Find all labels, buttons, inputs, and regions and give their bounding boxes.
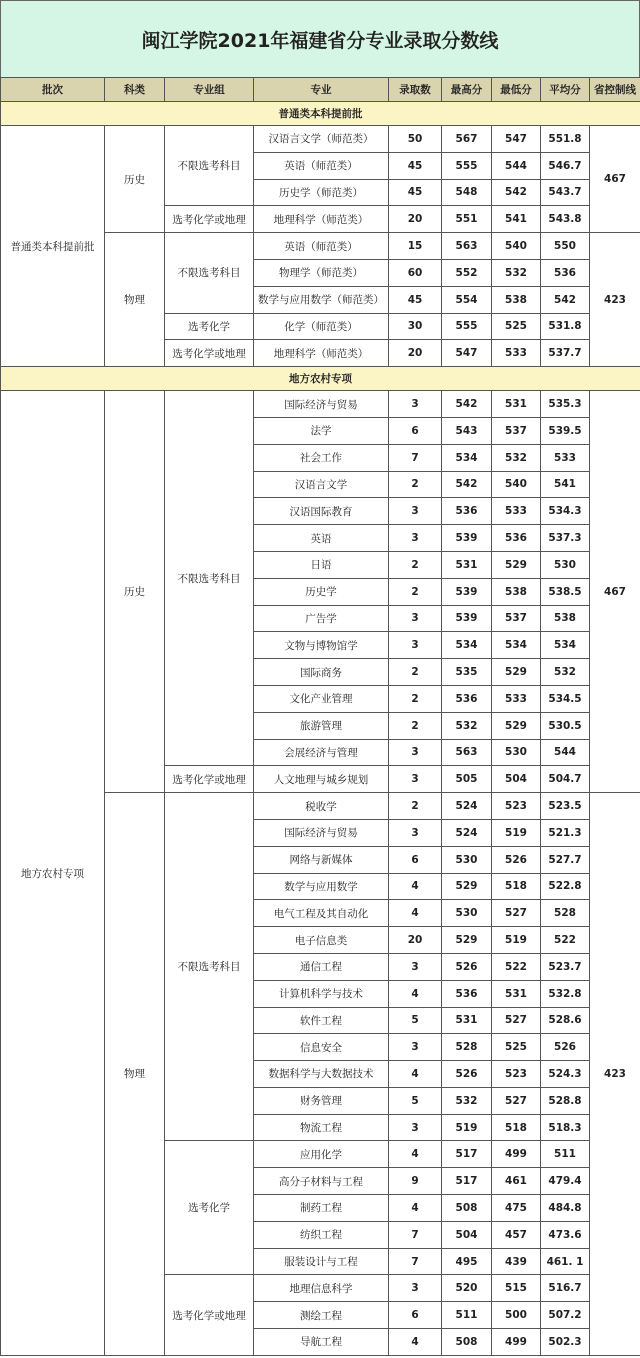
min-score: 538	[492, 578, 541, 605]
major-name: 电子信息类	[254, 927, 389, 954]
admitted-count: 45	[389, 179, 442, 206]
admitted-count: 50	[389, 126, 442, 153]
min-score: 541	[492, 206, 541, 233]
avg-score: 523.5	[541, 793, 590, 820]
admitted-count: 6	[389, 846, 442, 873]
major-name: 汉语言文学（师范类）	[254, 126, 389, 153]
major-name: 电气工程及其自动化	[254, 900, 389, 927]
max-score: 495	[442, 1248, 492, 1275]
max-score: 536	[442, 980, 492, 1007]
major-name: 物理学（师范类）	[254, 259, 389, 286]
admitted-count: 3	[389, 1034, 442, 1061]
avg-score: 538	[541, 605, 590, 632]
min-score: 525	[492, 313, 541, 340]
min-score: 523	[492, 1061, 541, 1088]
admitted-count: 3	[389, 1275, 442, 1302]
min-score: 519	[492, 819, 541, 846]
admitted-count: 4	[389, 900, 442, 927]
major-name: 历史学（师范类）	[254, 179, 389, 206]
major-name: 英语（师范类）	[254, 152, 389, 179]
page-title: 闽江学院2021年福建省分专业录取分数线	[0, 0, 640, 77]
group-cell: 选考化学	[165, 313, 254, 340]
section-title: 地方农村专项	[1, 367, 640, 391]
major-name: 人文地理与城乡规划	[254, 766, 389, 793]
max-score: 528	[442, 1034, 492, 1061]
min-score: 529	[492, 659, 541, 686]
max-score: 532	[442, 712, 492, 739]
max-score: 504	[442, 1221, 492, 1248]
min-score: 536	[492, 525, 541, 552]
avg-score: 511	[541, 1141, 590, 1168]
control-line-cell: 423	[590, 233, 640, 367]
major-name: 高分子材料与工程	[254, 1168, 389, 1195]
min-score: 439	[492, 1248, 541, 1275]
major-name: 汉语言文学	[254, 471, 389, 498]
min-score: 531	[492, 980, 541, 1007]
avg-score: 541	[541, 471, 590, 498]
major-name: 国际商务	[254, 659, 389, 686]
major-name: 数学与应用数学（师范类）	[254, 286, 389, 313]
major-name: 通信工程	[254, 953, 389, 980]
avg-score: 530.5	[541, 712, 590, 739]
table-row	[1, 391, 640, 418]
major-name: 文化产业管理	[254, 685, 389, 712]
max-score: 536	[442, 685, 492, 712]
max-score: 539	[442, 578, 492, 605]
avg-score: 484.8	[541, 1195, 590, 1222]
group-cell: 选考化学或地理	[165, 340, 254, 367]
admitted-count: 20	[389, 340, 442, 367]
avg-score: 518.3	[541, 1114, 590, 1141]
avg-score: 473.6	[541, 1221, 590, 1248]
admitted-count: 45	[389, 286, 442, 313]
min-score: 530	[492, 739, 541, 766]
max-score: 530	[442, 900, 492, 927]
header-min-score: 最低分	[492, 78, 541, 102]
group-cell: 选考化学或地理	[165, 206, 254, 233]
avg-score: 521.3	[541, 819, 590, 846]
major-name: 数据科学与大数据技术	[254, 1061, 389, 1088]
avg-score: 528.8	[541, 1087, 590, 1114]
group-cell: 不限选考科目	[165, 793, 254, 1141]
max-score: 531	[442, 551, 492, 578]
min-score: 527	[492, 900, 541, 927]
major-name: 服装设计与工程	[254, 1248, 389, 1275]
min-score: 475	[492, 1195, 541, 1222]
min-score: 533	[492, 340, 541, 367]
admitted-count: 3	[389, 953, 442, 980]
max-score: 554	[442, 286, 492, 313]
min-score: 461	[492, 1168, 541, 1195]
avg-score: 542	[541, 286, 590, 313]
max-score: 563	[442, 739, 492, 766]
max-score: 551	[442, 206, 492, 233]
avg-score: 523.7	[541, 953, 590, 980]
header-admitted: 录取数	[389, 78, 442, 102]
admitted-count: 2	[389, 793, 442, 820]
avg-score: 528.6	[541, 1007, 590, 1034]
avg-score: 502.3	[541, 1329, 590, 1356]
admitted-count: 2	[389, 712, 442, 739]
control-line-cell: 467	[590, 391, 640, 793]
admitted-count: 20	[389, 206, 442, 233]
avg-score: 461. 1	[541, 1248, 590, 1275]
min-score: 540	[492, 471, 541, 498]
max-score: 534	[442, 632, 492, 659]
admitted-count: 2	[389, 659, 442, 686]
avg-score: 538.5	[541, 578, 590, 605]
avg-score: 527.7	[541, 846, 590, 873]
major-name: 旅游管理	[254, 712, 389, 739]
min-score: 534	[492, 632, 541, 659]
admitted-count: 3	[389, 739, 442, 766]
section-row	[1, 102, 640, 126]
admitted-count: 4	[389, 873, 442, 900]
max-score: 548	[442, 179, 492, 206]
admitted-count: 15	[389, 233, 442, 260]
max-score: 539	[442, 525, 492, 552]
major-name: 历史学	[254, 578, 389, 605]
max-score: 524	[442, 793, 492, 820]
major-name: 信息安全	[254, 1034, 389, 1061]
max-score: 511	[442, 1302, 492, 1329]
max-score: 542	[442, 471, 492, 498]
admitted-count: 4	[389, 1061, 442, 1088]
admitted-count: 3	[389, 632, 442, 659]
avg-score: 543.8	[541, 206, 590, 233]
min-score: 515	[492, 1275, 541, 1302]
major-name: 汉语国际教育	[254, 498, 389, 525]
avg-score: 544	[541, 739, 590, 766]
min-score: 527	[492, 1007, 541, 1034]
admitted-count: 5	[389, 1087, 442, 1114]
avg-score: 537.3	[541, 525, 590, 552]
min-score: 537	[492, 417, 541, 444]
avg-score: 507.2	[541, 1302, 590, 1329]
major-name: 日语	[254, 551, 389, 578]
max-score: 539	[442, 605, 492, 632]
major-name: 测绘工程	[254, 1302, 389, 1329]
min-score: 499	[492, 1329, 541, 1356]
admitted-count: 4	[389, 980, 442, 1007]
avg-score: 532.8	[541, 980, 590, 1007]
section-title: 普通类本科提前批	[1, 102, 640, 126]
section-row	[1, 367, 640, 391]
min-score: 529	[492, 712, 541, 739]
avg-score: 536	[541, 259, 590, 286]
max-score: 543	[442, 417, 492, 444]
avg-score: 546.7	[541, 152, 590, 179]
min-score: 499	[492, 1141, 541, 1168]
group-cell: 不限选考科目	[165, 391, 254, 766]
max-score: 517	[442, 1168, 492, 1195]
max-score: 529	[442, 927, 492, 954]
major-name: 地理信息科学	[254, 1275, 389, 1302]
min-score: 518	[492, 1114, 541, 1141]
admitted-count: 20	[389, 927, 442, 954]
major-name: 物流工程	[254, 1114, 389, 1141]
subject-cell: 历史	[105, 391, 165, 793]
header-group: 专业组	[165, 78, 254, 102]
major-name: 社会工作	[254, 444, 389, 471]
header-control-line: 省控制线	[590, 78, 640, 102]
min-score: 457	[492, 1221, 541, 1248]
min-score: 527	[492, 1087, 541, 1114]
control-line-cell: 423	[590, 793, 640, 1356]
max-score: 520	[442, 1275, 492, 1302]
min-score: 531	[492, 391, 541, 418]
avg-score: 534	[541, 632, 590, 659]
avg-score: 535.3	[541, 391, 590, 418]
max-score: 526	[442, 953, 492, 980]
min-score: 542	[492, 179, 541, 206]
min-score: 526	[492, 846, 541, 873]
admitted-count: 7	[389, 1248, 442, 1275]
max-score: 555	[442, 152, 492, 179]
major-name: 软件工程	[254, 1007, 389, 1034]
admission-score-table	[0, 77, 640, 1356]
admitted-count: 60	[389, 259, 442, 286]
major-name: 国际经济与贸易	[254, 819, 389, 846]
avg-score: 534.5	[541, 685, 590, 712]
table-row	[1, 126, 640, 153]
min-score: 529	[492, 551, 541, 578]
admitted-count: 4	[389, 1195, 442, 1222]
header-avg-score: 平均分	[541, 78, 590, 102]
major-name: 税收学	[254, 793, 389, 820]
min-score: 544	[492, 152, 541, 179]
admitted-count: 4	[389, 1329, 442, 1356]
major-name: 化学（师范类）	[254, 313, 389, 340]
avg-score: 524.3	[541, 1061, 590, 1088]
major-name: 计算机科学与技术	[254, 980, 389, 1007]
min-score: 537	[492, 605, 541, 632]
header-major: 专业	[254, 78, 389, 102]
group-cell: 选考化学或地理	[165, 766, 254, 793]
group-cell: 选考化学或地理	[165, 1275, 254, 1355]
admitted-count: 4	[389, 1141, 442, 1168]
max-score: 508	[442, 1329, 492, 1356]
max-score: 531	[442, 1007, 492, 1034]
header-subject: 科类	[105, 78, 165, 102]
avg-score: 537.7	[541, 340, 590, 367]
admitted-count: 3	[389, 766, 442, 793]
header-max-score: 最高分	[442, 78, 492, 102]
admitted-count: 3	[389, 391, 442, 418]
max-score: 517	[442, 1141, 492, 1168]
admitted-count: 3	[389, 819, 442, 846]
avg-score: 530	[541, 551, 590, 578]
admitted-count: 3	[389, 498, 442, 525]
max-score: 535	[442, 659, 492, 686]
max-score: 555	[442, 313, 492, 340]
admitted-count: 2	[389, 551, 442, 578]
admitted-count: 2	[389, 685, 442, 712]
min-score: 532	[492, 259, 541, 286]
min-score: 523	[492, 793, 541, 820]
max-score: 567	[442, 126, 492, 153]
avg-score: 522.8	[541, 873, 590, 900]
avg-score: 550	[541, 233, 590, 260]
max-score: 552	[442, 259, 492, 286]
major-name: 数学与应用数学	[254, 873, 389, 900]
batch-cell: 普通类本科提前批	[1, 126, 105, 367]
admitted-count: 2	[389, 471, 442, 498]
control-line-cell: 467	[590, 126, 640, 233]
min-score: 547	[492, 126, 541, 153]
max-score: 536	[442, 498, 492, 525]
max-score: 524	[442, 819, 492, 846]
admitted-count: 45	[389, 152, 442, 179]
min-score: 504	[492, 766, 541, 793]
major-name: 地理科学（师范类）	[254, 206, 389, 233]
max-score: 526	[442, 1061, 492, 1088]
admitted-count: 2	[389, 578, 442, 605]
subject-cell: 物理	[105, 793, 165, 1356]
avg-score: 526	[541, 1034, 590, 1061]
major-name: 地理科学（师范类）	[254, 340, 389, 367]
max-score: 508	[442, 1195, 492, 1222]
min-score: 519	[492, 927, 541, 954]
max-score: 547	[442, 340, 492, 367]
max-score: 519	[442, 1114, 492, 1141]
major-name: 应用化学	[254, 1141, 389, 1168]
major-name: 财务管理	[254, 1087, 389, 1114]
avg-score: 479.4	[541, 1168, 590, 1195]
admitted-count: 5	[389, 1007, 442, 1034]
major-name: 国际经济与贸易	[254, 391, 389, 418]
major-name: 法学	[254, 417, 389, 444]
avg-score: 539.5	[541, 417, 590, 444]
min-score: 518	[492, 873, 541, 900]
min-score: 532	[492, 444, 541, 471]
major-name: 文物与博物馆学	[254, 632, 389, 659]
max-score: 505	[442, 766, 492, 793]
min-score: 525	[492, 1034, 541, 1061]
max-score: 563	[442, 233, 492, 260]
header-row	[1, 78, 640, 102]
admitted-count: 7	[389, 444, 442, 471]
avg-score: 534.3	[541, 498, 590, 525]
avg-score: 528	[541, 900, 590, 927]
min-score: 540	[492, 233, 541, 260]
batch-cell: 地方农村专项	[1, 391, 105, 1356]
max-score: 530	[442, 846, 492, 873]
header-batch: 批次	[1, 78, 105, 102]
major-name: 网络与新媒体	[254, 846, 389, 873]
avg-score: 543.7	[541, 179, 590, 206]
avg-score: 504.7	[541, 766, 590, 793]
major-name: 导航工程	[254, 1329, 389, 1356]
admitted-count: 30	[389, 313, 442, 340]
min-score: 533	[492, 498, 541, 525]
admitted-count: 6	[389, 417, 442, 444]
avg-score: 522	[541, 927, 590, 954]
admitted-count: 6	[389, 1302, 442, 1329]
major-name: 纺织工程	[254, 1221, 389, 1248]
min-score: 533	[492, 685, 541, 712]
major-name: 制药工程	[254, 1195, 389, 1222]
major-name: 会展经济与管理	[254, 739, 389, 766]
subject-cell: 历史	[105, 126, 165, 233]
avg-score: 532	[541, 659, 590, 686]
admitted-count: 7	[389, 1221, 442, 1248]
min-score: 522	[492, 953, 541, 980]
admitted-count: 3	[389, 525, 442, 552]
avg-score: 516.7	[541, 1275, 590, 1302]
group-cell: 不限选考科目	[165, 233, 254, 313]
max-score: 529	[442, 873, 492, 900]
major-name: 英语	[254, 525, 389, 552]
avg-score: 551.8	[541, 126, 590, 153]
max-score: 534	[442, 444, 492, 471]
max-score: 542	[442, 391, 492, 418]
admitted-count: 3	[389, 1114, 442, 1141]
max-score: 532	[442, 1087, 492, 1114]
avg-score: 533	[541, 444, 590, 471]
group-cell: 不限选考科目	[165, 126, 254, 206]
admitted-count: 9	[389, 1168, 442, 1195]
avg-score: 531.8	[541, 313, 590, 340]
major-name: 英语（师范类）	[254, 233, 389, 260]
subject-cell: 物理	[105, 233, 165, 367]
admitted-count: 3	[389, 605, 442, 632]
min-score: 538	[492, 286, 541, 313]
group-cell: 选考化学	[165, 1141, 254, 1275]
min-score: 500	[492, 1302, 541, 1329]
major-name: 广告学	[254, 605, 389, 632]
